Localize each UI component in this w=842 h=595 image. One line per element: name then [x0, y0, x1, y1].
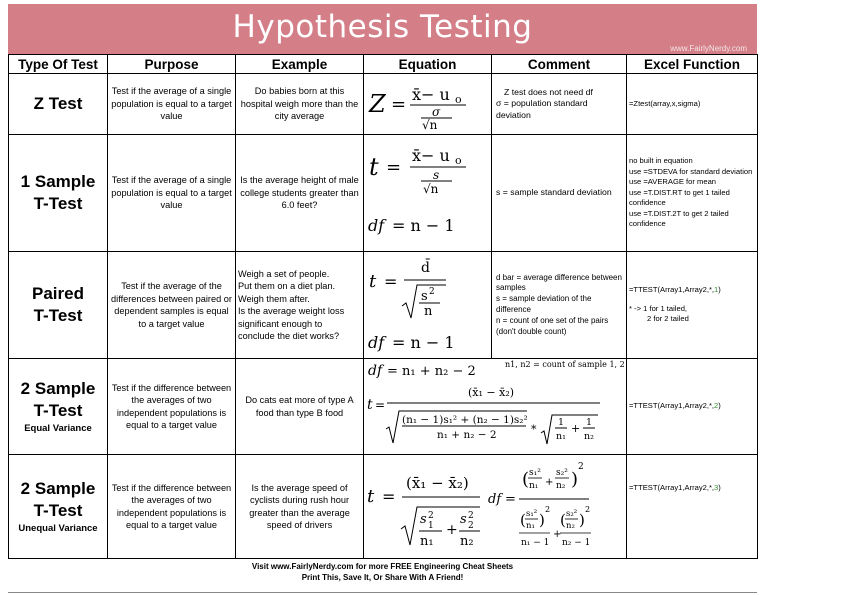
comment-line: s = sample standard deviation: [496, 187, 612, 198]
svg-text:s: s: [421, 289, 428, 304]
svg-text:1: 1: [586, 417, 593, 428]
hypothesis-table: [8, 54, 758, 559]
svg-text:(: (: [520, 511, 526, 529]
example-cell: Is the average height of male college students greater than 6.0 feet?: [236, 135, 364, 252]
table-row: [9, 252, 758, 359]
svg-text:1: 1: [558, 417, 565, 428]
header-row: [9, 55, 758, 74]
svg-text:n: n: [424, 304, 433, 319]
svg-text:t: t: [367, 486, 375, 507]
bottom-divider: [8, 592, 757, 593]
equal-variance-equation: [364, 359, 626, 454]
excel-cell: [627, 74, 758, 135]
svg-text:t: t: [367, 397, 373, 413]
unequal-variance-equation: [364, 455, 626, 558]
equation-cell: [364, 252, 492, 359]
comment-line: Z test does not need df: [504, 86, 593, 97]
test-type-label: 2 Sample: [20, 378, 96, 398]
svg-text:x̄− u: x̄− u: [412, 85, 450, 104]
svg-text:(: (: [522, 469, 530, 490]
svg-text:s₂²: s₂²: [556, 468, 568, 478]
svg-text:+: +: [446, 522, 458, 538]
svg-text:2: 2: [578, 462, 584, 472]
svg-text:= n − 1: = n − 1: [392, 333, 455, 352]
footer: [8, 561, 757, 583]
comment-line: n = count of one set of the pairs (don't double count): [496, 315, 609, 336]
svg-text:Z: Z: [369, 90, 386, 118]
col-type-of-test: Type Of Test: [9, 55, 108, 74]
comment-cell: [492, 135, 627, 252]
svg-text:(x̄₁ − x̄₂): (x̄₁ − x̄₂): [406, 474, 469, 492]
svg-text:s₂²: s₂²: [566, 509, 578, 519]
test-type: [9, 252, 108, 359]
example-line: Is the average weight loss significant enough to conclude the diet works?: [238, 306, 345, 341]
table-row: [9, 359, 758, 455]
col-example: Example: [236, 55, 364, 74]
test-type-label: T-Test: [33, 500, 83, 520]
svg-text:d̄: d̄: [421, 260, 430, 276]
col-purpose: Purpose: [108, 55, 236, 74]
svg-text:2: 2: [545, 505, 551, 514]
excel-note: use =T.DIST.RT to get 1 tailed confidence: [629, 187, 730, 208]
comment-cell: [492, 74, 627, 135]
purpose-cell: Test if the difference between the averages of two independent populations is equal to a target value: [108, 455, 236, 559]
svg-text:(x̄₁ − x̄₂): (x̄₁ − x̄₂): [468, 386, 515, 399]
svg-text:n₁: n₁: [420, 534, 434, 549]
comment-line: d bar = average difference between samples: [496, 272, 622, 293]
example-line: Weigh a set of people.: [238, 268, 330, 279]
svg-text:df: df: [368, 216, 385, 235]
test-type-subtitle: Equal Variance: [24, 422, 92, 434]
svg-text:o: o: [455, 93, 462, 106]
svg-text:): ): [539, 511, 545, 529]
example-cell: Do cats eat more of type A food than type B food: [236, 359, 364, 455]
example-line: Put them on a diet plan.: [238, 281, 336, 291]
equation-cell: [364, 455, 627, 559]
svg-text:= n₁ + n₂ − 2: = n₁ + n₂ − 2: [387, 364, 476, 379]
svg-text:=: =: [391, 94, 407, 115]
svg-text:s₁²: s₁²: [526, 509, 538, 519]
excel-cell: [627, 455, 758, 559]
test-type-label: Paired: [32, 284, 84, 303]
excel-note: * -> 1 for 1 tailed,: [629, 303, 688, 313]
excel-note: no built in equation: [629, 156, 693, 166]
svg-text:t: t: [369, 153, 379, 181]
excel-note: 2 for 2 tailed: [647, 314, 689, 324]
svg-text:df: df: [368, 363, 383, 379]
svg-text:(: (: [560, 511, 566, 529]
col-excel-function: Excel Function: [627, 55, 758, 74]
svg-text:= n − 1: = n − 1: [392, 216, 455, 235]
excel-cell: [627, 359, 758, 455]
excel-note: use =STDEVA for standard deviation: [629, 166, 753, 176]
excel-note: use =T.DIST.2T to get 2 tailed confidence: [629, 208, 729, 229]
table-row: [9, 455, 758, 559]
comment-line: n1, n2 = count of sample 1, 2: [505, 360, 625, 369]
svg-text:2: 2: [428, 511, 434, 521]
svg-text:σ: σ: [432, 105, 441, 119]
svg-text:n₂ − 1: n₂ − 1: [562, 538, 591, 548]
footer-line: Visit www.FairlyNerdy.com for more FREE Engineering Cheat Sheets: [251, 562, 514, 571]
test-type-label: T-Test: [33, 306, 83, 325]
svg-text:(n₁ − 1)s₁² + (n₂ − 1)s₂²: (n₁ − 1)s₁² + (n₂ − 1)s₂²: [402, 414, 528, 426]
svg-text:n₁: n₁: [556, 431, 566, 442]
svg-text:n₁ − 1: n₁ − 1: [521, 538, 550, 548]
svg-text:+: +: [545, 477, 554, 488]
test-type-label: T-Test: [33, 194, 83, 213]
equation-cell: [364, 135, 492, 252]
col-comment: Comment: [492, 55, 627, 74]
page-title: Hypothesis Testing: [232, 9, 533, 45]
excel-cell: [627, 252, 758, 359]
excel-formula: =TTEST(Array1,Array2,*,3): [629, 483, 721, 492]
svg-text:s: s: [460, 512, 467, 527]
test-type: [9, 455, 108, 559]
z-test-equation: [364, 74, 491, 134]
cheat-sheet: [8, 4, 757, 583]
comment-line: σ = population standard deviation: [496, 98, 588, 120]
site-url: www.FairlyNerdy.com: [670, 44, 747, 53]
svg-text:n₂: n₂: [556, 481, 566, 491]
svg-text:s₁²: s₁²: [529, 468, 541, 478]
svg-text:=: =: [384, 272, 398, 291]
svg-text:2: 2: [585, 505, 591, 514]
svg-text:n₁ + n₂ − 2: n₁ + n₂ − 2: [437, 429, 497, 441]
svg-text:=: =: [386, 157, 402, 178]
footer-line: Print This, Save It, Or Share With A Friend!: [301, 573, 464, 582]
excel-formula: =Ztest(array,x,sigma): [629, 98, 701, 108]
example-cell: Do babies born at this hospital weigh more than the city average: [236, 74, 364, 135]
test-type-label: Z Test: [33, 94, 83, 113]
svg-text:+: +: [553, 529, 562, 540]
excel-formula: =TTEST(Array1,Array2,*,2): [629, 401, 721, 411]
purpose-cell: Test if the average of a single population is equal to a target value: [108, 74, 236, 135]
svg-text:=: =: [382, 487, 396, 506]
paired-t-equation: [364, 252, 491, 358]
svg-text:n₂: n₂: [584, 431, 594, 442]
equation-cell: [364, 74, 492, 135]
svg-text:): ): [571, 469, 579, 490]
svg-text:t: t: [369, 271, 377, 292]
excel-formula: =TTEST(Array1,Array2,*,1): [629, 285, 721, 295]
svg-text:√n: √n: [422, 118, 438, 132]
svg-text:s: s: [420, 512, 427, 527]
example-cell: Is the average speed of cyclists during rush hour greater than the average speed of drivers: [236, 455, 364, 559]
test-type-label: T-Test: [33, 400, 83, 420]
excel-cell: [627, 135, 758, 252]
comment-line: s = sample deviation of the difference: [496, 294, 592, 314]
svg-text:n₂: n₂: [566, 521, 575, 531]
svg-text:2: 2: [429, 287, 435, 297]
svg-text:2: 2: [468, 521, 474, 531]
svg-text:df: df: [368, 333, 385, 352]
table-row: [9, 135, 758, 252]
test-type: [9, 74, 108, 135]
svg-text:√n: √n: [423, 182, 439, 196]
svg-text:n₂: n₂: [460, 534, 474, 549]
one-sample-t-equation: [364, 135, 491, 251]
svg-text:s: s: [433, 168, 440, 182]
table-row: [9, 74, 758, 135]
svg-text:1: 1: [428, 521, 434, 531]
test-type-label: 1 Sample: [20, 172, 96, 191]
example-cell: [236, 252, 364, 359]
svg-text:*: *: [531, 423, 537, 436]
svg-text:x̄− u: x̄− u: [412, 146, 450, 165]
svg-text:=: =: [505, 492, 516, 507]
test-type: [9, 359, 108, 455]
equation-cell: [364, 359, 627, 455]
purpose-cell: Test if the average of the differences between paired or dependent samples is equal to a target value: [108, 252, 236, 359]
purpose-cell: Test if the difference between the averages of two independent populations is equal to a target value: [108, 359, 236, 455]
col-equation: Equation: [364, 55, 492, 74]
svg-text:n₁: n₁: [526, 521, 535, 531]
test-type: [9, 135, 108, 252]
purpose-cell: Test if the average of a single population is equal to a target value: [108, 135, 236, 252]
test-type-label: 2 Sample: [20, 478, 96, 498]
svg-text:df: df: [488, 492, 502, 507]
svg-text:+: +: [571, 422, 581, 435]
excel-note: use =AVERAGE for mean: [629, 177, 717, 187]
test-type-subtitle: Unequal Variance: [18, 522, 98, 534]
svg-text:): ): [579, 511, 585, 529]
title-banner: [8, 4, 757, 54]
svg-text:2: 2: [468, 511, 474, 521]
svg-text:n₁: n₁: [529, 481, 539, 491]
svg-text:=: =: [375, 398, 386, 412]
comment-cell: [492, 252, 627, 359]
svg-text:o: o: [455, 154, 462, 167]
example-line: Weigh them after.: [238, 293, 310, 304]
